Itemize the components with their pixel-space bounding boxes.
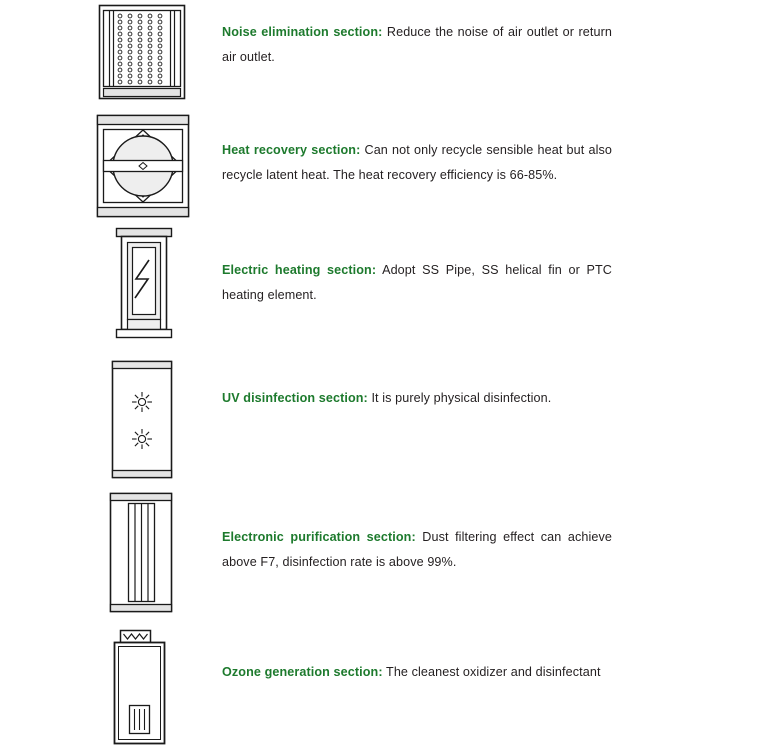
section-description: Reduce the noise of air outlet or return air outlet. [222,25,612,64]
section-title: UV disinfection section: [222,391,368,405]
section-title: Ozone generation section: [222,665,383,679]
icon-cell [0,625,215,751]
uv-disinfection-icon [111,360,173,480]
icon-cell [0,352,215,487]
section-description: Dust filtering effect can achieve above F7, disinfection rate is above 99%. [222,530,612,569]
section-row-uv-disinfection [0,352,762,487]
icon-cell [0,112,215,225]
ozone-generation-icon [106,628,176,750]
section-row-electric-heating [0,225,762,352]
section-description: It is purely physical disinfection. [367,391,552,405]
noise-elimination-icon [98,4,186,100]
section-text-electric-heating [222,258,612,308]
section-row-noise-elimination [0,0,762,112]
section-title: Electric heating section: [222,263,377,277]
section-text-heat-recovery [222,138,612,188]
section-text-electronic-purification [222,525,612,575]
section-row-electronic-purification [0,487,762,625]
section-description: Can not only recycle sensible heat but also recycle latent heat. The heat recovery efficiency is 66-85%. [222,143,612,182]
section-text-ozone-generation [222,660,612,685]
section-text-uv-disinfection [222,386,612,411]
electric-heating-icon [104,226,184,341]
section-text-noise-elimination [222,20,612,70]
section-title: Heat recovery section: [222,143,361,157]
section-description: Adopt SS Pipe, SS helical fin or PTC heating element. [222,263,612,302]
electronic-purification-icon [109,492,173,614]
section-title: Electronic purification section: [222,530,416,544]
section-row-heat-recovery [0,112,762,225]
icon-cell [0,0,215,112]
icon-cell [0,225,215,352]
section-description: The cleanest oxidizer and disinfectant [382,665,601,679]
section-title: Noise elimination section: [222,25,383,39]
heat-recovery-icon [96,114,190,219]
section-row-ozone-generation [0,625,762,751]
icon-cell [0,487,215,625]
